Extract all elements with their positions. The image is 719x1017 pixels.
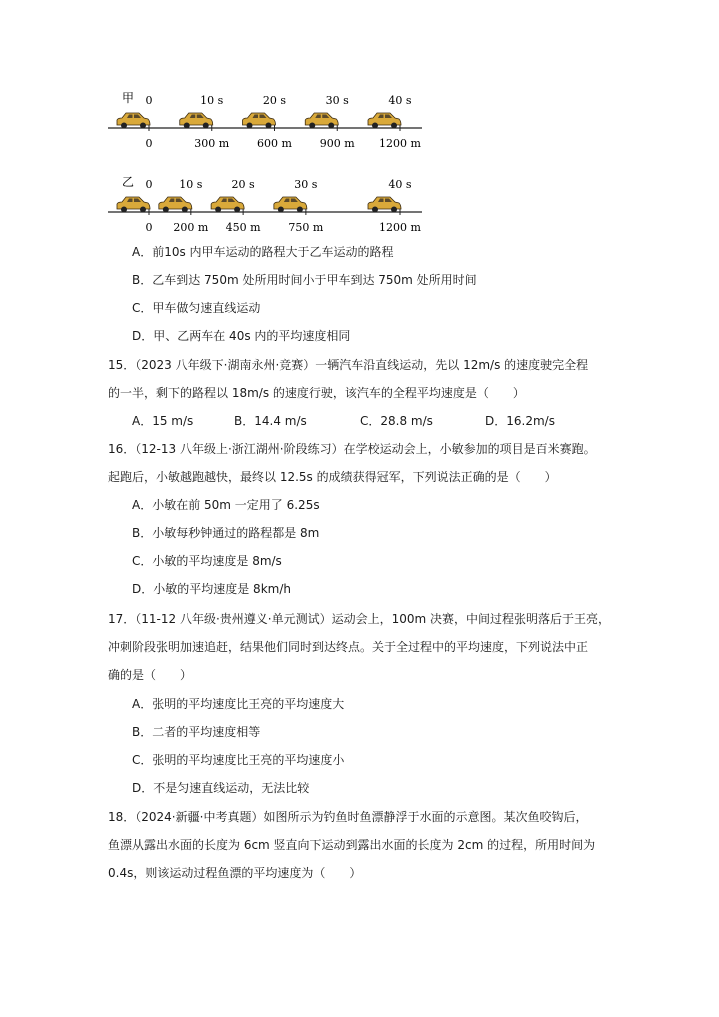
yi-label: 乙 (122, 175, 135, 189)
q18-stem-line-1: 18．（2024·新疆·中考真题）如图所示为钓鱼时鱼漂静浮于水面的示意图。某次鱼咬钩后， (108, 810, 588, 824)
jia-label: 甲 (122, 91, 135, 105)
q14-option-b: B．乙车到达 750m 处所用时间小于甲车到达 750m 处所用时间 (132, 273, 477, 287)
jia-time-label: 10 s (200, 94, 224, 107)
jia-distance-label: 1200 m (379, 137, 421, 150)
jia-distance-label: 300 m (194, 137, 230, 150)
jia-car (117, 113, 150, 129)
q17-stem-line-3: 确的是（ ） (108, 668, 193, 682)
q16-stem-line-1: 16．（12-13 八年级上·浙江湖州·阶段练习）在学校运动会上，小敏参加的项目是百米赛跑。 (108, 442, 596, 456)
yi-car (117, 197, 150, 213)
q15-stem-line-2: 的一半，剩下的路程以 18m/s 的速度行驶，该汽车的全程平均速度是（ ） (108, 386, 525, 400)
jia-car (180, 113, 213, 129)
yi-car (159, 197, 192, 213)
q16-option-c: C．小敏的平均速度是 8m/s (132, 554, 282, 568)
jia-time-label: 20 s (262, 94, 287, 107)
q15-stem-line-1: 15．（2023 八年级下·湖南永州·竞赛）一辆汽车沿直线运动，先以 12m/s 的速度驶完全程 (108, 358, 589, 372)
yi-distance-label: 450 m (225, 221, 261, 234)
jia-car (305, 113, 338, 129)
yi-row (108, 178, 422, 234)
q16-option-b: B．小敏每秒钟通过的路程都是 8m (132, 526, 320, 540)
q17-option-b: B．二者的平均速度相等 (132, 725, 261, 739)
yi-car (274, 197, 307, 213)
q14-option-c: C．甲车做匀速直线运动 (132, 301, 261, 315)
jia-car (368, 113, 401, 129)
q15-option-d: D．16.2m/s (485, 414, 555, 428)
q17-stem-line-1: 17．（11-12 八年级·贵州遵义·单元测试）运动会上，100m 决赛，中间过程张明落后于王亮， (108, 612, 610, 626)
yi-distance-label: 200 m (173, 221, 209, 234)
q17-option-c: C．张明的平均速度比王亮的平均速度小 (132, 753, 345, 767)
car-motion-figure (100, 88, 430, 240)
jia-car (243, 113, 276, 129)
q14-option-a: A．前10s 内甲车运动的路程大于乙车运动的路程 (132, 245, 394, 259)
q17-option-d: D．不是匀速直线运动，无法比较 (132, 781, 310, 795)
yi-time-label: 10 s (179, 178, 203, 191)
yi-car (211, 197, 244, 213)
q18-stem-line-2: 鱼漂从露出水面的长度为 6cm 竖直向下运动到露出水面的长度为 2cm 的过程，所用时间为 (108, 838, 596, 852)
q18-stem-line-3: 0.4s，则该运动过程鱼漂的平均速度为（ ） (108, 866, 362, 880)
yi-time-label: 20 s (231, 178, 255, 191)
q17-option-a: A．张明的平均速度比王亮的平均速度大 (132, 697, 345, 711)
yi-time-label: 40 s (388, 178, 412, 191)
yi-car (368, 197, 401, 213)
q16-stem-line-2: 起跑后，小敏越跑越快，最终以 12.5s 的成绩获得冠军，下列说法正确的是（ ） (108, 470, 557, 484)
jia-time-label: 30 s (325, 94, 349, 107)
jia-distance-label: 0 (145, 137, 153, 150)
q15-option-a: A．15 m/s (132, 414, 194, 428)
q15-option-c: C．28.8 m/s (360, 414, 433, 428)
car-motion-diagram (100, 88, 430, 240)
q16-option-d: D．小敏的平均速度是 8km/h (132, 582, 291, 596)
yi-distance-label: 1200 m (379, 221, 421, 234)
q14-option-d: D．甲、乙两车在 40s 内的平均速度相同 (132, 329, 351, 343)
jia-distance-label: 900 m (319, 137, 355, 150)
jia-row (108, 94, 422, 150)
jia-time-label: 40 s (388, 94, 412, 107)
q16-option-a: A．小敏在前 50m 一定用了 6.25s (132, 498, 320, 512)
jia-distance-label: 600 m (257, 137, 292, 150)
yi-time-label: 0 (145, 178, 153, 191)
yi-distance-label: 750 m (288, 221, 324, 234)
q17-stem-line-2: 冲刺阶段张明加速追赶，结果他们同时到达终点。关于全过程中的平均速度，下列说法中正 (108, 640, 589, 654)
yi-distance-label: 0 (145, 221, 153, 234)
jia-time-label: 0 (145, 94, 153, 107)
yi-time-label: 30 s (294, 178, 318, 191)
q15-option-b: B．14.4 m/s (234, 414, 307, 428)
